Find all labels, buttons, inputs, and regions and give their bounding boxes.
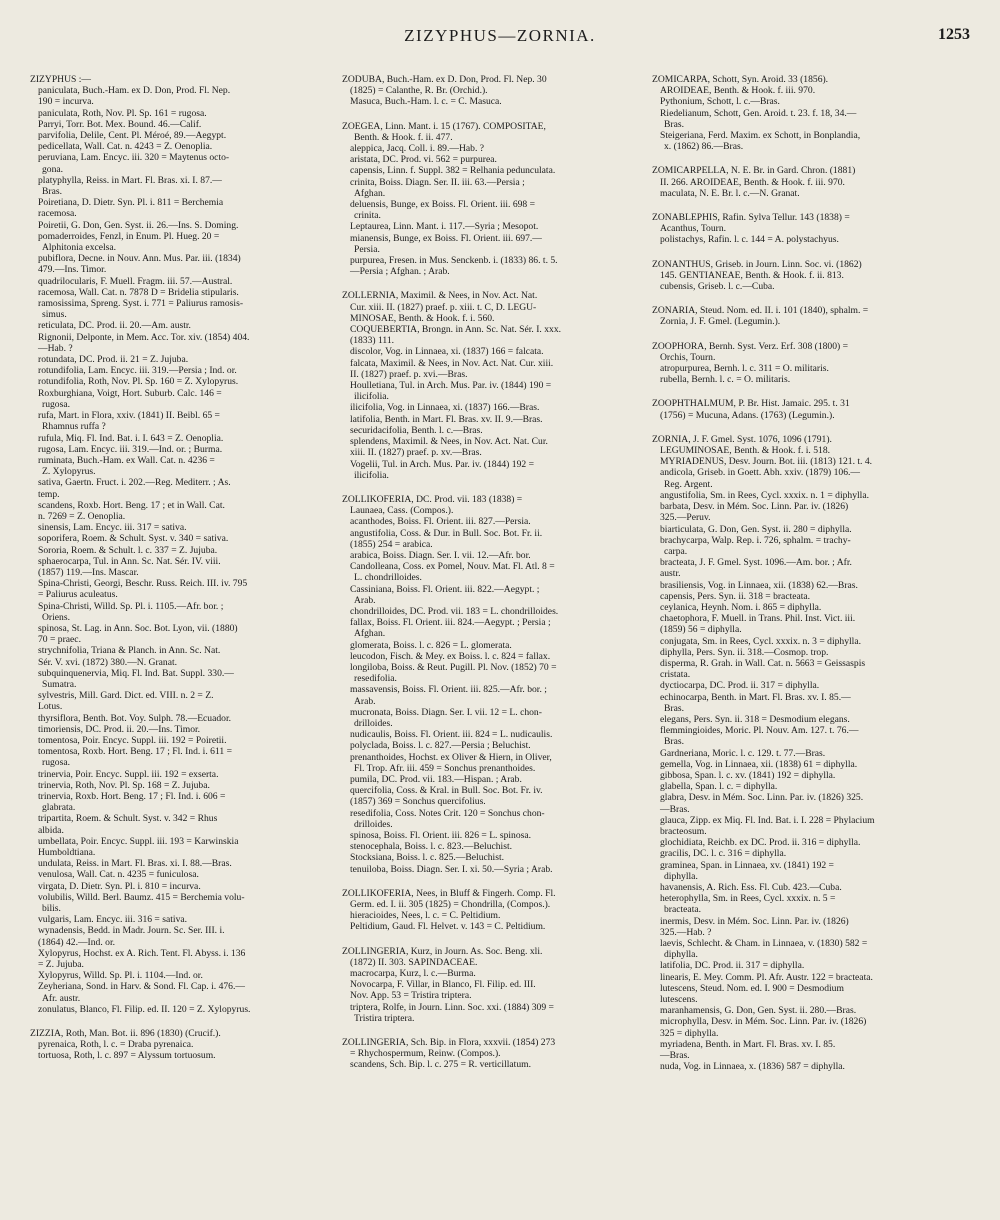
entry-line: securidacifolia, Benth. l. c.—Bras.	[350, 424, 483, 436]
entry-line: Zeyheriana, Sond. in Harv. & Sond. Fl. Cap. i. 476.—	[38, 981, 245, 993]
entry-line: rotundifolia, Roth, Nov. Pl. Sp. 160 = Z. Xylopyrus.	[38, 376, 239, 388]
entry-line: parvifolia, Delile, Cent. Pl. Méroé, 89.—Aegypt.	[38, 130, 227, 142]
entry-line: Humboldtiana.	[38, 847, 96, 859]
entry-line: = Rhychospermum, Reinw. (Compos.).	[350, 1048, 501, 1060]
entry-line: = Paliurus aculeatus.	[38, 589, 118, 601]
entry-heading: ZODUBA, Buch.-Ham. ex D. Don, Prod. Fl. Nep. 30	[342, 74, 547, 85]
entry-line: disperma, R. Grah. in Wall. Cat. n. 5663 = Geissaspis	[660, 657, 866, 669]
entry-line: pomaderroides, Fenzl, in Enum. Pl. Hueg. 20 =	[38, 230, 220, 242]
entry-line: Lotus.	[38, 701, 63, 713]
entry-line: aristata, DC. Prod. vi. 562 = purpurea.	[350, 154, 497, 166]
entry-line: timoriensis, DC. Prod. ii. 20.—Ins. Timor.	[38, 723, 201, 735]
entry-line: leucodon, Fisch. & Mey. ex Boiss. l. c. 824 = fallax.	[350, 650, 551, 662]
entry-line: Steigeriana, Ferd. Maxim. ex Schott, in Bonplandia,	[660, 130, 861, 142]
entry-line: Xylopyrus, Willd. Sp. Pl. i. 1104.—Ind. or.	[38, 970, 203, 982]
entry-line: spinosa, Boiss. Fl. Orient. iii. 826 = L. spinosa.	[350, 830, 532, 841]
entry-line: ruminata, Buch.-Ham. ex Wall. Cat. n. 4236 =	[38, 454, 215, 466]
entry-line: Poiretii, G. Don, Gen. Syst. ii. 26.—Ins. S. Doming.	[38, 219, 239, 231]
entry-line: Persia.	[354, 243, 380, 255]
entry-line: albida.	[38, 824, 64, 836]
entry-line: (1857) 369 = Sonchus quercifolius.	[350, 796, 486, 808]
entry-line: tenuiloba, Boiss. Diagn. Ser. I. xi. 50.—Syria ; Arab.	[350, 863, 553, 875]
entry-line: quercifolia, Coss. & Kral. in Bull. Soc. Bot. Fr. iv.	[350, 785, 543, 797]
entry-line: = Z. Jujuba.	[38, 959, 84, 971]
entry-line: ramosissima, Spreng. Syst. i. 771 = Paliurus ramosis-	[38, 298, 244, 310]
entry-heading: ZOEGEA, Linn. Mant. i. 15 (1767). COMPOSITAE,	[342, 120, 546, 132]
entry-line: andicola, Griseb. in Goett. Abh. xxiv. (1879) 106.—	[660, 467, 861, 479]
entry-line: Parryi, Torr. Bot. Mex. Bound. 46.—Calif.	[38, 118, 202, 130]
entry-heading: ZOMICARPELLA, N. E. Br. in Gard. Chron. (1881)	[652, 165, 856, 177]
entry-line: racemosa, Wall. Cat. n. 7878 D = Bridelia stipularis.	[38, 286, 239, 298]
entry-line: capensis, Pers. Syn. ii. 318 = bracteata.	[660, 590, 811, 602]
entry-line: Rhamnus ruffa ?	[42, 421, 106, 433]
entry-line: glomerata, Boiss. l. c. 826 = L. glomerata.	[350, 639, 512, 651]
entry-line: glabella, Span. l. c. = diphylla.	[660, 781, 778, 793]
entry-line: lutescens, Steud. Nom. ed. I. 900 = Desmodium	[660, 982, 844, 994]
entry-line: Fl. Trop. Afr. iii. 459 = Sonchus prenanthoides.	[354, 762, 536, 774]
entry-line: conjugata, Sm. in Rees, Cycl. xxxix. n. 3 = diphylla.	[660, 635, 861, 647]
entry-line: glabra, Desv. in Mém. Soc. Linn. Par. iv. (1826) 325.	[660, 792, 864, 804]
entry-line: Rignonii, Delponte, in Mem. Acc. Tor. xiv. (1854) 404.	[38, 331, 250, 343]
entry-line: pyrenaica, Roth, l. c. = Draba pyrenaica.	[38, 1039, 194, 1051]
entry-line: mucronata, Boiss. Diagn. Ser. I. vii. 12 = L. chon-	[350, 706, 542, 718]
entry-line: deluensis, Bunge, ex Boiss. Fl. Orient. iii. 698 =	[350, 199, 536, 211]
entry-line: acanthodes, Boiss. Fl. Orient. iii. 827.—Persia.	[350, 516, 531, 528]
entry-line: rufa, Mart. in Flora, xxiv. (1841) II. Beibl. 65 =	[38, 410, 220, 422]
entry-line: discolor, Vog. in Linnaea, xi. (1837) 166 = falcata.	[350, 346, 544, 358]
entry-line: diphylla.	[664, 949, 698, 961]
entry-line: latifolia, DC. Prod. ii. 317 = diphylla.	[660, 960, 805, 972]
entry-line: lutescens.	[660, 994, 698, 1006]
entry-line: diphylla.	[664, 870, 698, 882]
entry-line: drilloides.	[354, 818, 393, 830]
entry-heading: ZIZYPHUS :—	[30, 74, 92, 85]
entry-line: laevis, Schlecht. & Cham. in Linnaea, v. (1830) 582 =	[660, 938, 868, 950]
entry-line: Afghan.	[354, 187, 386, 199]
entry-line: microphylla, Desv. in Mém. Soc. Linn. Par. iv. (1826)	[660, 1016, 867, 1028]
entry-heading: ZONARIA, Steud. Nom. ed. II. i. 101 (1840), sphalm. =	[652, 305, 869, 317]
entry	[342, 290, 652, 480]
entry-line: Leptaurea, Linn. Mant. i. 117.—Syria ; Mesopot.	[350, 221, 539, 233]
entry-line: myriadena, Benth. in Mart. Fl. Bras. xv. I. 85.	[660, 1038, 836, 1050]
entry-line: splendens, Maximil. & Nees, in Nov. Act. Nat. Cur.	[350, 436, 548, 448]
entry-line: Sororia, Roem. & Schult. l. c. 337 = Z. Jujuba.	[38, 544, 218, 556]
entry-line: strychnifolia, Triana & Planch. in Ann. Sc. Nat.	[38, 645, 221, 657]
entry-line: (1756) = Mucuna, Adans. (1763) (Legumin.).	[660, 409, 835, 421]
entry-line: xiii. II. (1827) praef. p. xv.—Bras.	[350, 447, 482, 459]
entry-line: Stocksiana, Boiss. l. c. 825.—Beluchist.	[350, 852, 505, 864]
entry-line: maranhamensis, G. Don, Gen. Syst. ii. 280.—Bras.	[660, 1005, 857, 1017]
entry-line: angustifolia, Coss. & Dur. in Bull. Soc. Bot. Fr. ii.	[350, 527, 543, 539]
entry-line: Oriens.	[42, 611, 70, 623]
entry-line: ilicifolia, Vog. in Linnaea, xi. (1837) 166.—Bras.	[350, 402, 540, 414]
entry-line: Arab.	[354, 594, 376, 606]
entry-line: brachycarpa, Walp. Rep. i. 726, sphalm. = trachy-	[660, 534, 851, 546]
entry-line: Masuca, Buch.-Ham. l. c. = C. Masuca.	[350, 96, 502, 108]
entry-line: Novocarpa, F. Villar, in Blanco, Fl. Filip. ed. III.	[350, 979, 536, 991]
entry-line: virgata, D. Dietr. Syn. Pl. i. 810 = incurva.	[38, 880, 201, 892]
entry-line: Bras.	[664, 118, 684, 130]
entry-line: —Bras.	[660, 1050, 690, 1062]
entry-line: peruviana, Lam. Encyc. iii. 320 = Maytenus octo-	[38, 152, 230, 164]
entry-line: (1833) 111.	[350, 335, 395, 347]
entry-line: 145. GENTIANEAE, Benth. & Hook. f. ii. 813.	[660, 269, 844, 281]
entry-line: macrocarpa, Kurz, l. c.—Burma.	[350, 968, 476, 980]
entry-line: volubilis, Willd. Berl. Baumz. 415 = Berchemia volu-	[38, 891, 245, 903]
entry-line: (1864) 42.—Ind. or.	[38, 936, 116, 948]
entry-line: subquinquenervia, Miq. Fl. Ind. Bat. Suppl. 330.—	[38, 667, 234, 679]
entry-line: echinocarpa, Benth. in Mart. Fl. Bras. xv. I. 85.—	[660, 691, 851, 703]
entry	[30, 74, 340, 1015]
entry-line: Sumatra.	[42, 678, 77, 690]
entry-line: triptera, Rolfe, in Journ. Linn. Soc. xxi. (1884) 309 =	[350, 1001, 554, 1013]
entry-heading: ZONABLEPHIS, Rafin. Sylva Tellur. 143 (1838) =	[652, 212, 850, 224]
entry-line: rugosa.	[42, 398, 70, 410]
entry-line: polyclada, Boiss. l. c. 827.—Persia ; Beluchist.	[350, 740, 531, 752]
entry-line: bracteata, J. F. Gmel. Syst. 1096.—Am. bor. ; Afr.	[660, 557, 852, 569]
entry-line: bracteosum.	[660, 825, 707, 837]
running-head	[0, 26, 1000, 56]
entry-line: wynadensis, Bedd. in Madr. Journ. Sc. Ser. III. i.	[38, 925, 225, 937]
entry-line: 70 = praec.	[38, 634, 81, 646]
entry-line: (1872) II. 303. SAPINDACEAE.	[350, 956, 478, 968]
entry-line: tripartita, Roem. & Schult. Syst. v. 342 = Rhus	[38, 813, 218, 825]
entry-line: umbellata, Poir. Encyc. Suppl. iii. 193 = Karwinskia	[38, 835, 239, 847]
entry	[652, 398, 962, 420]
entry-line: 479.—Ins. Timor.	[38, 264, 107, 276]
entry-line: Bras.	[664, 702, 684, 714]
entry-line: biarticulata, G. Don, Gen. Syst. ii. 280 = diphylla.	[660, 523, 852, 535]
entry	[652, 259, 962, 293]
entry-line: glochidiata, Reichb. ex DC. Prod. ii. 316 = diphylla.	[660, 837, 861, 849]
entry-heading: ZOLLIKOFERIA, Nees, in Bluff & Fingerh. Comp. Fl.	[342, 887, 556, 899]
entry-line: Candolleana, Coss. ex Pomel, Nouv. Mat. Fl. Atl. 8 =	[350, 561, 555, 573]
entry-line: atropurpurea, Bernh. l. c. 311 = O. militaris.	[660, 363, 829, 375]
entry-line: zonulatus, Blanco, Fl. Filip. ed. II. 120 = Z. Xylopyrus.	[38, 1003, 251, 1015]
entry-line: Peltidium, Gaud. Fl. Helvet. v. 143 = C. Peltidium.	[350, 921, 546, 933]
entry-line: pubiflora, Decne. in Nouv. Ann. Mus. Par. iii. (1834)	[38, 253, 241, 265]
entry-heading: ZOOPHTHALMUM, P. Br. Hist. Jamaic. 295. t. 31	[652, 398, 850, 410]
entry-line: —Hab. ?	[38, 342, 73, 354]
entry-line: ilicifolia.	[354, 469, 389, 481]
entry-line: L. chondrilloides.	[354, 572, 422, 584]
entry-line: Houlletiana, Tul. in Arch. Mus. Par. iv. (1844) 190 =	[350, 380, 552, 392]
entry-heading: ZORNIA, J. F. Gmel. Syst. 1076, 1096 (1791).	[652, 433, 832, 445]
entry-line: elegans, Pers. Syn. ii. 318 = Desmodium elegans.	[660, 713, 850, 725]
entry-line: Vogelii, Tul. in Arch. Mus. Par. iv. (1844) 192 =	[350, 458, 534, 470]
entry-line: AROIDEAE, Benth. & Hook. f. iii. 970.	[660, 85, 816, 97]
column-left	[30, 74, 340, 1065]
entry-line: brasiliensis, Vog. in Linnaea, xii. (1838) 62.—Bras.	[660, 579, 858, 591]
entry-line: (1825) = Calanthe, R. Br. (Orchid.).	[350, 85, 488, 97]
entry-line: sylvestris, Mill. Gard. Dict. ed. VIII. n. 2 = Z.	[38, 690, 214, 702]
entry-line: Zornia, J. F. Gmel. (Legumin.).	[660, 316, 781, 328]
entry	[342, 121, 652, 278]
entry-line: (1859) 56 = diphylla.	[660, 624, 742, 636]
entry-line: Poiretiana, D. Dietr. Syn. Pl. i. 811 = Berchemia	[38, 197, 224, 209]
entry-heading: ZOMICARPA, Schott, Syn. Aroid. 33 (1856).	[652, 74, 829, 85]
entry-line: Nov. App. 53 = Tristira triptera.	[350, 990, 472, 1002]
entry-line: undulata, Reiss. in Mart. Fl. Bras. xi. I. 88.—Bras.	[38, 858, 232, 870]
entry	[342, 74, 652, 108]
entry-heading: ZOLLERNIA, Maximil. & Nees, in Nov. Act. Nat.	[342, 290, 538, 302]
entry-line: Tristira triptera.	[354, 1012, 415, 1024]
entry-line: ceylanica, Heynh. Nom. i. 865 = diphylla.	[660, 601, 822, 613]
entry-line: 325.—Hab. ?	[660, 926, 712, 938]
entry-heading: ZOLLIKOFERIA, DC. Prod. vii. 183 (1838) =	[342, 493, 523, 505]
entry-line: tomentosa, Poir. Encyc. Suppl. iii. 192 = Poiretii.	[38, 734, 227, 746]
entry-line: platyphylla, Reiss. in Mart. Fl. Bras. xi. I. 87.—	[38, 174, 222, 186]
entry-line: (1855) 254 = arabica.	[350, 538, 433, 550]
entry-line: tomentosa, Roxb. Hort. Beng. 17 ; Fl. Ind. i. 611 =	[38, 746, 232, 758]
entry-line: gemella, Vog. in Linnaea, xii. (1838) 61 = diphylla.	[660, 758, 858, 770]
entry-line: pedicellata, Wall. Cat. n. 4243 = Z. Oenoplia.	[38, 141, 213, 153]
entry-line: —Persia ; Afghan. ; Arab.	[350, 266, 450, 278]
entry-line: Afghan.	[354, 628, 386, 640]
entry-line: II. 266. AROIDEAE, Benth. & Hook. f. iii. 970.	[660, 176, 845, 188]
entry-line: crinita.	[354, 210, 381, 222]
entry-line: Roxburghiana, Voigt, Hort. Suburb. Calc. 146 =	[38, 387, 222, 399]
entry-line: Alphitonia excelsa.	[42, 242, 117, 254]
entry-line: sativa, Gaertn. Fruct. i. 202.—Reg. Mediterr. ; As.	[38, 477, 231, 489]
entry-line: arabica, Boiss. Diagn. Ser. I. vii. 12.—Afr. bor.	[350, 549, 531, 561]
entry-line: maculata, N. E. Br. l. c.—N. Granat.	[660, 187, 800, 199]
entry-line: scandens, Roxb. Hort. Beng. 17 ; et in Wall. Cat.	[38, 499, 225, 511]
entry	[652, 212, 962, 246]
entry-line: Gardneriana, Moric. l. c. 129. t. 77.—Bras.	[660, 747, 826, 759]
entry-line: sinensis, Lam. Encyc. iii. 317 = sativa.	[38, 522, 187, 534]
entry-line: longiloba, Boiss. & Reut. Pugill. Pl. Nov. (1852) 70 =	[350, 661, 557, 673]
entry	[342, 1037, 652, 1071]
entry-line: heterophylla, Sm. in Rees, Cycl. xxxix. n. 5 =	[660, 893, 836, 905]
entry-line: dyctiocarpa, DC. Prod. ii. 317 = diphylla.	[660, 680, 820, 692]
entry-line: bilis.	[42, 903, 61, 915]
column-middle	[342, 74, 652, 1074]
entry-line: nudicaulis, Boiss. Fl. Orient. iii. 824 = L. nudicaulis.	[350, 729, 553, 741]
entry-line: sphaerocarpa, Tul. in Ann. Sc. Nat. Sér. IV. viii.	[38, 555, 221, 567]
entry-line: stenocephala, Boiss. l. c. 823.—Beluchist.	[350, 841, 513, 853]
entry-line: resedifolia, Coss. Notes Crit. 120 = Sonchus chon-	[350, 807, 545, 819]
entry-line: gibbosa, Span. l. c. xv. (1841) 192 = diphylla.	[660, 769, 836, 781]
column-right	[652, 74, 962, 1075]
entry	[342, 494, 652, 875]
entry-line: Xylopyrus, Hochst. ex A. Rich. Tent. Fl. Abyss. i. 136	[38, 947, 246, 959]
entry-line: glabrata.	[42, 802, 76, 814]
entry-line: Bras.	[42, 186, 62, 198]
entry-line: drilloides.	[354, 717, 393, 729]
entry-heading: ZONANTHUS, Griseb. in Journ. Linn. Soc. vi. (1862)	[652, 258, 862, 270]
entry-line: Acanthus, Tourn.	[660, 223, 727, 235]
entry-line: venulosa, Wall. Cat. n. 4235 = funiculosa.	[38, 869, 199, 881]
entry-line: Reg. Argent.	[664, 478, 713, 490]
entry-line: fallax, Boiss. Fl. Orient. iii. 824.—Aegypt. ; Persia ;	[350, 617, 551, 629]
entry-line: ilicifolia.	[354, 391, 389, 403]
entry-line: cubensis, Griseb. l. c.—Cuba.	[660, 281, 775, 293]
entry-line: Spina-Christi, Willd. Sp. Pl. i. 1105.—Afr. bor. ;	[38, 600, 224, 612]
entry-line: Z. Xylopyrus.	[42, 466, 96, 478]
entry-line: rotundifolia, Lam. Encyc. iii. 319.—Persia ; Ind. or.	[38, 365, 237, 377]
entry-line: chaetophora, F. Muell. in Trans. Phil. Inst. Vict. iii.	[660, 613, 856, 625]
entry-heading: ZIZZIA, Roth, Man. Bot. ii. 896 (1830) (Crucif.).	[30, 1028, 221, 1040]
entry-line: 325.—Peruv.	[660, 512, 711, 524]
entry-line: latifolia, Benth. in Mart. Fl. Bras. xv. II. 9.—Bras.	[350, 413, 543, 425]
entry-line: polistachys, Rafin. l. c. 144 = A. polystachyus.	[660, 234, 839, 246]
entry-line: havanensis, A. Rich. Ess. Fl. Cub. 423.—Cuba.	[660, 882, 842, 893]
entry-line: purpurea, Fresen. in Mus. Senckenb. i. (1833) 86. t. 5.	[350, 255, 558, 267]
entry-line: temp.	[38, 488, 60, 500]
entry-line: spinosa, St. Lag. in Ann. Soc. Bot. Lyon, vii. (1880)	[38, 622, 238, 634]
entry-line: linearis, E. Mey. Comm. Pl. Afr. Austr. 122 = bracteata.	[660, 971, 873, 983]
entry-line: n. 7269 = Z. Oenoplia.	[38, 510, 126, 522]
entry-line: angustifolia, Sm. in Rees, Cycl. xxxix. n. 1 = diphylla.	[660, 489, 869, 501]
entry-line: trinervia, Roth, Nov. Pl. Sp. 168 = Z. Jujuba.	[38, 779, 210, 791]
entry-line: mianensis, Bunge, ex Boiss. Fl. Orient. iii. 697.—	[350, 232, 542, 244]
entry-line: gona.	[42, 163, 64, 175]
entry-line: falcata, Maximil. & Nees, in Nov. Act. Nat. Cur. xiii.	[350, 357, 554, 369]
entry-line: Cur. xiii. II. (1827) praef. p. xiii. t. C, D. LEGU-	[350, 301, 537, 313]
entry-line: graminea, Span. in Linnaea, xv. (1841) 192 =	[660, 859, 834, 871]
entry	[652, 434, 962, 1073]
entry-line: crinita, Boiss. Diagn. Ser. II. iii. 63.—Persia ;	[350, 176, 525, 188]
entry-line: rubella, Bernh. l. c. = O. militaris.	[660, 374, 791, 386]
entry-line: aleppica, Jacq. Coll. i. 89.—Hab. ?	[350, 143, 485, 155]
entry-line: inermis, Desv. in Mém. Soc. Linn. Par. iv. (1826)	[660, 915, 849, 927]
entry-line: trinervia, Roxb. Hort. Beng. 17 ; Fl. Ind. i. 606 =	[38, 791, 226, 802]
entry-line: austr.	[660, 568, 681, 580]
entry-line: gracilis, DC. l. c. 316 = diphylla.	[660, 848, 787, 860]
entry	[652, 165, 962, 199]
entry-line: Pythonium, Schott, l. c.—Bras.	[660, 96, 780, 108]
entry	[30, 1028, 340, 1062]
entry-line: pumila, DC. Prod. vii. 183.—Hispan. ; Arab.	[350, 773, 522, 785]
entry-line: Spina-Christi, Georgi, Beschr. Russ. Reich. III. iv. 795	[38, 578, 248, 590]
entry-line: vulgaris, Lam. Encyc. iii. 316 = sativa.	[38, 914, 188, 926]
entry-line: nuda, Vog. in Linnaea, x. (1836) 587 = diphylla.	[660, 1061, 845, 1073]
entry-line: x. (1862) 86.—Bras.	[664, 141, 744, 153]
entry-line: Arab.	[354, 695, 376, 707]
entry-line: Afr. austr.	[42, 992, 81, 1004]
entry-line: Sér. V. xvi. (1872) 380.—N. Granat.	[38, 656, 178, 668]
entry-line: Orchis, Tourn.	[660, 351, 716, 363]
entry-line: Launaea, Cass. (Compos.).	[350, 505, 454, 517]
entry-line: glauca, Zipp. ex Miq. Fl. Ind. Bat. i. I. 228 = Phylacium	[660, 814, 875, 826]
entry-line: soporifera, Roem. & Schult. Syst. v. 340 = sativa.	[38, 533, 229, 545]
entry-line: rugosa.	[42, 757, 70, 769]
entry-line: thyrsiflora, Benth. Bot. Voy. Sulph. 78.—Ecuador.	[38, 712, 232, 724]
entry-line: LEGUMINOSAE, Benth. & Hook. f. i. 518.	[660, 445, 831, 457]
entry-line: —Bras.	[660, 803, 690, 815]
entry-line: hieracioides, Nees, l. c. = C. Peltidium.	[350, 910, 501, 922]
entry	[342, 888, 652, 933]
entry-line: II. (1827) praef. p. xvi.—Bras.	[350, 368, 468, 380]
entry-line: rugosa, Lam. Encyc. iii. 319.—Ind. or. ; Burma.	[38, 443, 223, 455]
entry-line: barbata, Desv. in Mém. Soc. Linn. Par. iv. (1826)	[660, 501, 849, 513]
entry-heading: ZOLLINGERIA, Sch. Bip. in Flora, xxxvii. (1854) 273	[342, 1037, 556, 1049]
entry-line: chondrilloides, DC. Prod. vii. 183 = L. chondrilloides.	[350, 605, 559, 617]
entry-line: resedifolia.	[354, 673, 397, 685]
entry-line: capensis, Linn. f. Suppl. 382 = Relhania pedunculata.	[350, 165, 556, 177]
entry-line: prenanthoides, Hochst. ex Oliver & Hiern, in Oliver,	[350, 751, 552, 763]
entry-line: 325 = diphylla.	[660, 1027, 719, 1039]
entry-line: Riedelianum, Schott, Gen. Aroid. t. 23. f. 18, 34.—	[660, 107, 857, 119]
page-title: ZIZYPHUS—ZORNIA.	[404, 26, 596, 45]
entry-line: COQUEBERTIA, Brongn. in Ann. Sc. Nat. Sér. I. xxx.	[350, 324, 562, 336]
entry-heading: ZOOPHORA, Bernh. Syst. Verz. Erf. 308 (1800) =	[652, 340, 849, 352]
entry-heading: ZOLLINGERIA, Kurz, in Journ. As. Soc. Beng. xli.	[342, 945, 543, 957]
entry-line: rotundata, DC. Prod. ii. 21 = Z. Jujuba.	[38, 354, 189, 366]
entry	[652, 305, 962, 327]
entry-line: MINOSAE, Benth. & Hook. f. i. 560.	[350, 312, 495, 324]
entry-line: tortuosa, Roth, l. c. 897 = Alyssum tortuosum.	[38, 1050, 216, 1062]
entry-line: Benth. & Hook. f. ii. 477.	[354, 131, 453, 143]
entry-line: MYRIADENUS, Desv. Journ. Bot. iii. (1813) 121. t. 4.	[660, 456, 873, 468]
entry-line: flemmingioides, Moric. Pl. Nouv. Am. 127. t. 76.—	[660, 725, 859, 737]
entry	[652, 341, 962, 386]
entry-line: scandens, Sch. Bip. l. c. 275 = R. verticillatum.	[350, 1059, 532, 1071]
page-number: 1253	[938, 26, 970, 43]
entry-line: simus.	[42, 309, 67, 321]
entry-line: diphylla, Pers. Syn. ii. 318.—Cosmop. trop.	[660, 646, 829, 658]
entry-line: paniculata, Buch.-Ham. ex D. Don, Prod. Fl. Nep.	[38, 85, 231, 97]
entry-line: cristata.	[660, 669, 691, 681]
entry-line: 190 = incurva.	[38, 96, 94, 108]
entry-line: bracteata.	[664, 904, 702, 916]
entry-line: Germ. ed. I. ii. 305 (1825) = Chondrilla, (Compos.).	[350, 899, 551, 911]
entry-line: Bras.	[664, 736, 684, 748]
entry-line: massavensis, Boiss. Fl. Orient. iii. 825.—Afr. bor. ;	[350, 684, 547, 696]
entry-line: Cassiniana, Boiss. Fl. Orient. iii. 822.—Aegypt. ;	[350, 583, 540, 595]
entry-line: reticulata, DC. Prod. ii. 20.—Am. austr.	[38, 320, 191, 332]
entry-line: carpa.	[664, 545, 688, 557]
entry-line: racemosa.	[38, 208, 77, 220]
entry-line: quadrilocularis, F. Muell. Fragm. iii. 57.—Austral.	[38, 275, 233, 287]
entry-line: rufula, Miq. Fl. Ind. Bat. i. I. 643 = Z. Oenoplia.	[38, 432, 224, 444]
entry-line: (1857) 119.—Ins. Mascar.	[38, 566, 139, 578]
entry-line: paniculata, Roth, Nov. Pl. Sp. 161 = rugosa.	[38, 107, 207, 119]
entry	[342, 946, 652, 1024]
entry	[652, 74, 962, 152]
entry-line: trinervia, Poir. Encyc. Suppl. iii. 192 = exserta.	[38, 768, 219, 780]
